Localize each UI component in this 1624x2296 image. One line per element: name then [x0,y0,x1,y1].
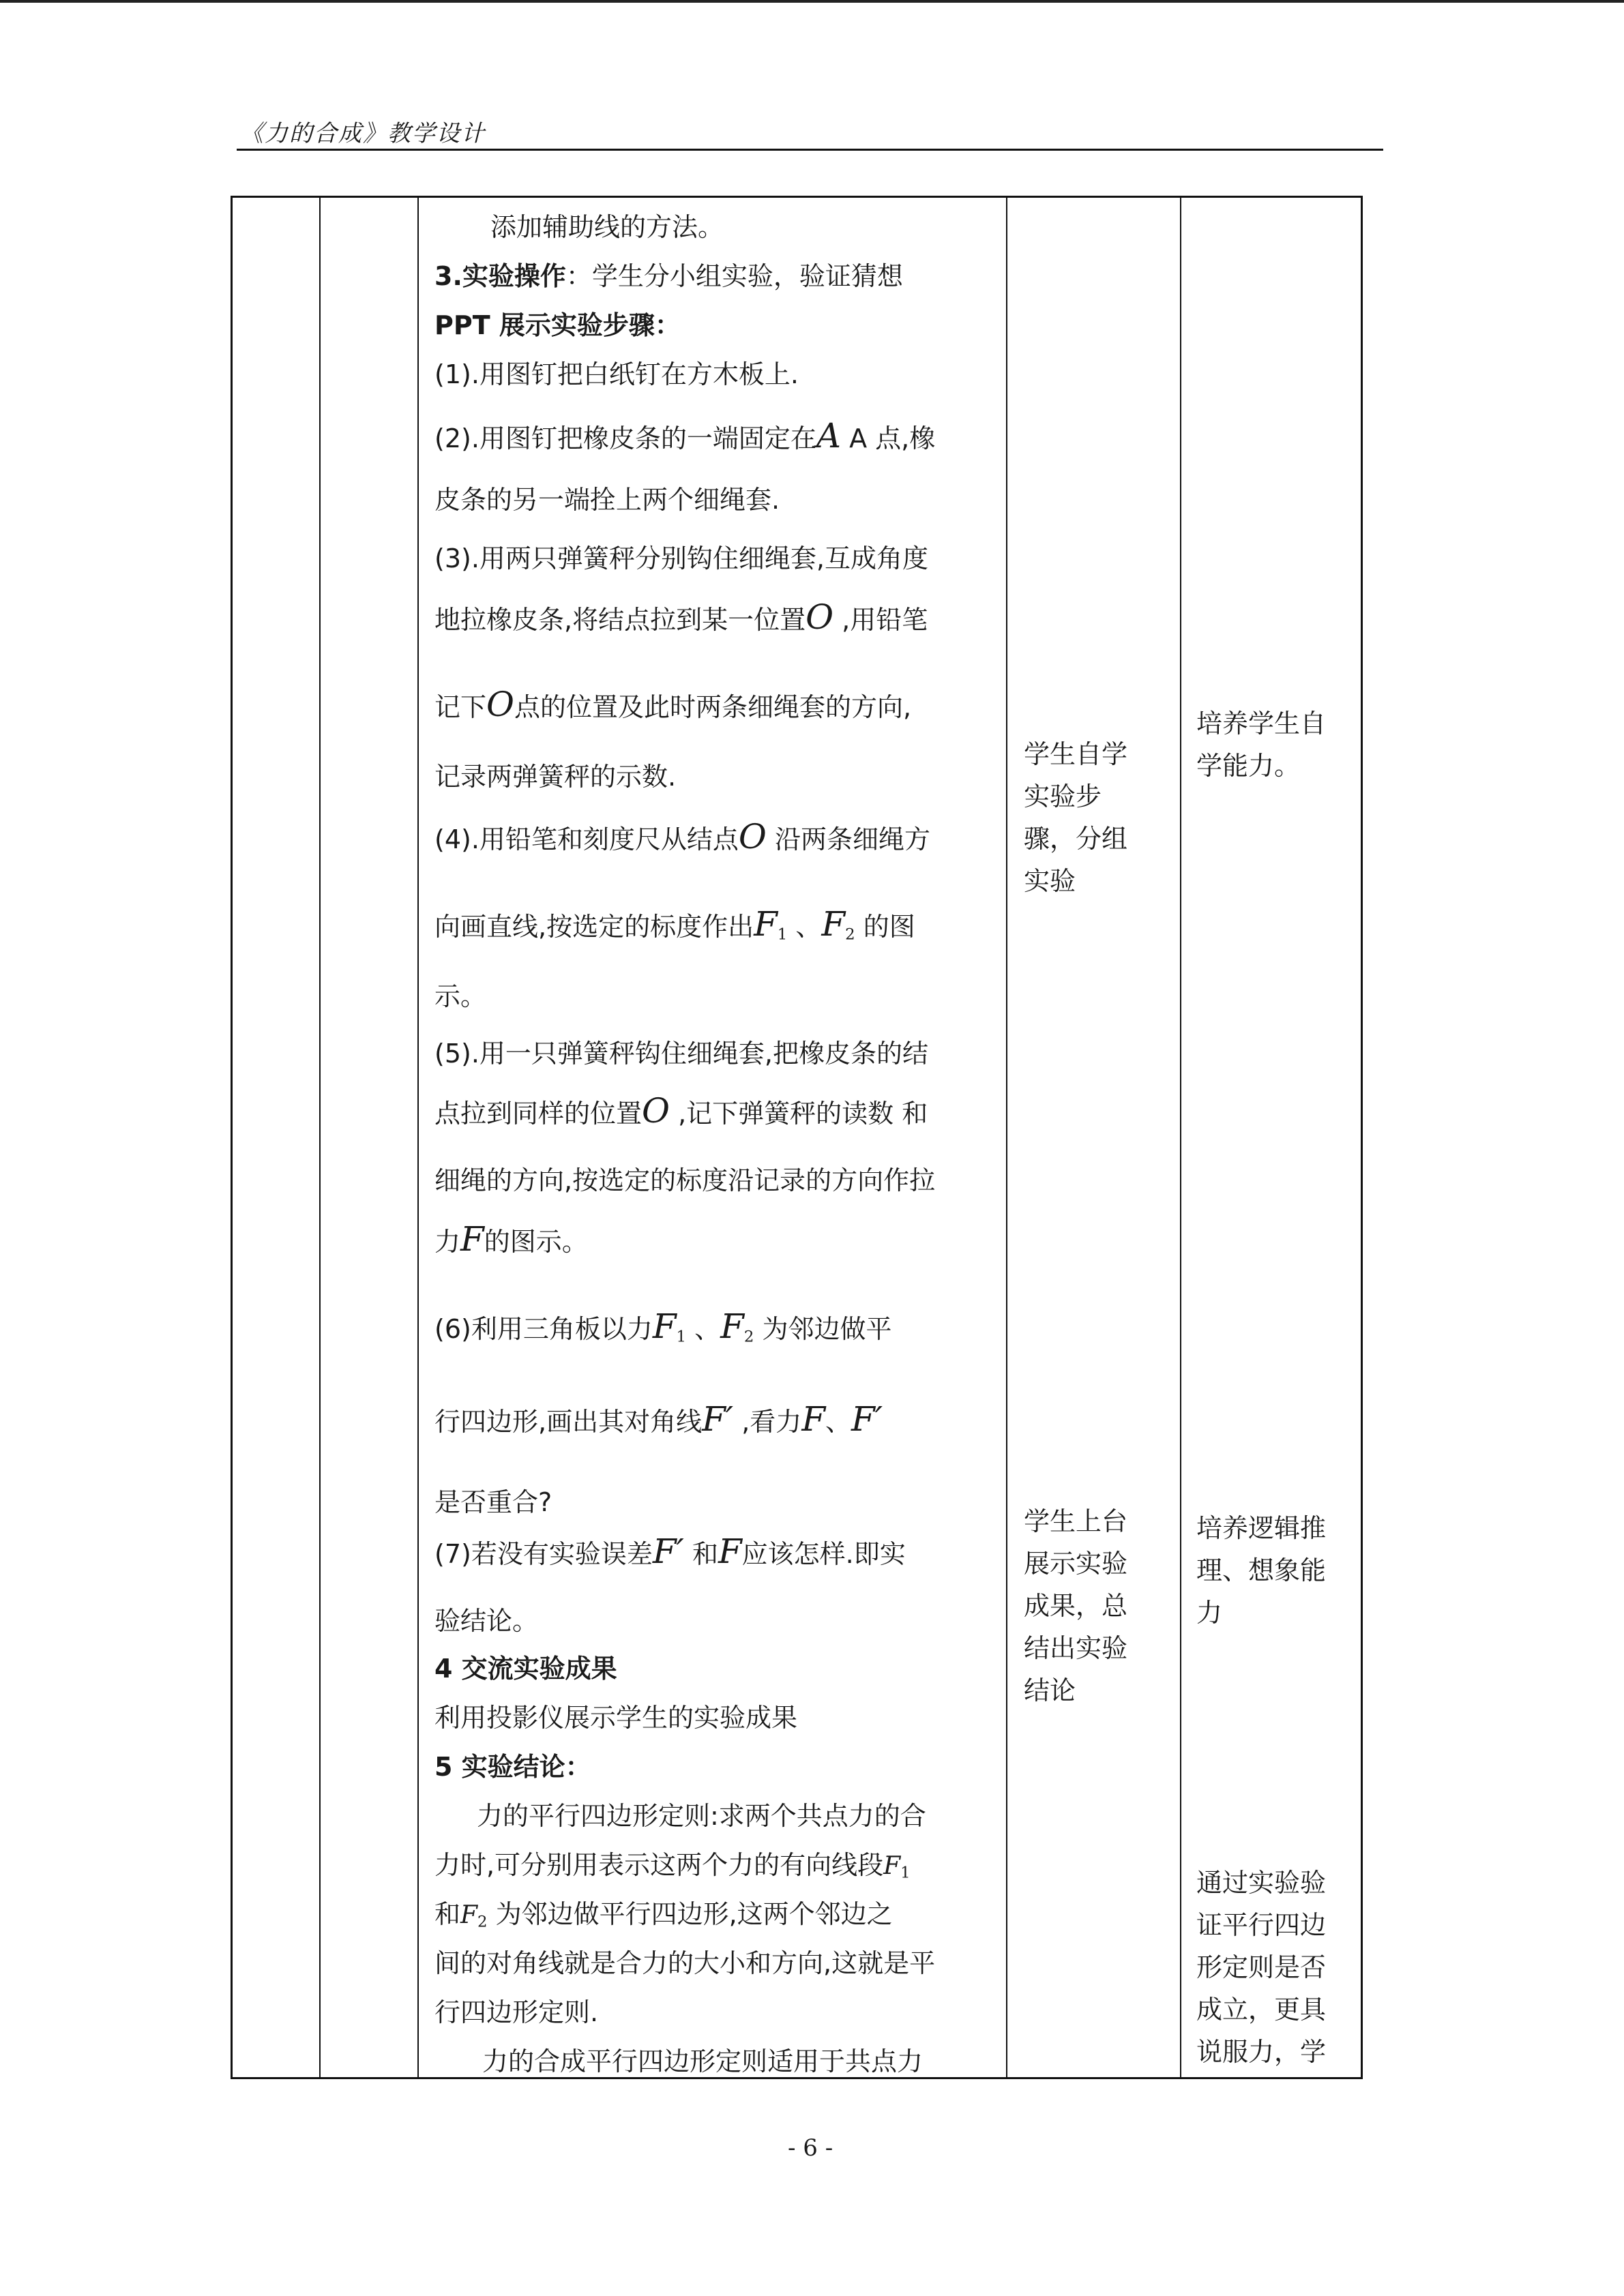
student-activity-1: 学生自学 实验步 骤，分组 实验 [1024,739,1128,896]
content-line: 间的对角线就是合力的大小和方向,这就是平 [434,1948,936,1978]
content-line: (6)利用三角板以力$F_1$ 、$F_2$ 为邻边做平 [434,1307,892,1346]
content-line: 点拉到同样的位置O ,记下弹簧秤的读数 和 [434,1091,928,1131]
content-line: 是否重合? [434,1487,552,1517]
content-line: 5 实验结论： [434,1752,591,1782]
content-line: 向画直线,按选定的标度作出$F_1$ 、$F_2$ 的图 [434,904,915,944]
content-line: 行四边形,画出其对角线F′ ,看力F、F′ [434,1399,883,1439]
table-divider-3 [1006,198,1007,2077]
content-line: (7)若没有实验误差F′ 和F应该怎样.即实 [434,1532,906,1571]
content-line: 验结论。 [434,1606,539,1636]
design-intent-1: 培养学生自 学能力。 [1196,709,1327,781]
content-line: 添加辅助线的方法。 [490,212,724,242]
content-line: 利用投影仪展示学生的实验成果 [434,1703,798,1733]
design-intent-2: 培养逻辑推 理、想象能 力 [1196,1513,1327,1628]
content-line: (1).用图钉把白纸钉在方木板上. [434,359,799,389]
content-line: (2).用图钉把橡皮条的一端固定在A A 点,橡 [434,416,936,456]
content-line: 示。 [434,981,487,1011]
content-line: 力的合成平行四边形定则适用于共点力 [482,2046,924,2076]
content-line: 地拉橡皮条,将结点拉到某一位置O ,用铅笔 [434,597,928,637]
content-line: 记下O点的位置及此时两条细绳套的方向, [434,685,912,724]
content-line: 皮条的另一端拴上两个细绳套. [434,485,780,515]
content-line: 和$F_2$ 为邻边做平行四边形,这两个邻边之 [434,1899,893,1931]
design-intent-3: 通过实验验 证平行四边 形定则是否 成立，更具 说服力，学 [1196,1868,1327,2067]
content-line: 力的平行四边形定则:求两个共点力的合 [477,1801,926,1831]
content-line: 3.实验操作：学生分小组实验，验证猜想 [434,261,903,291]
student-activity-2: 学生上台 展示实验 成果，总 结出实验 结论 [1024,1506,1128,1705]
content-line: (4).用铅笔和刻度尺从结点O 沿两条细绳方 [434,817,931,856]
table-divider-2 [417,198,419,2077]
page-number: - 6 - [788,2134,833,2162]
content-line: PPT 展示实验步骤： [434,310,681,340]
table-divider-4 [1180,198,1181,2077]
content-line: (5).用一只弹簧秤钩住细绳套,把橡皮条的结 [434,1039,928,1069]
page-top-border [0,0,1624,3]
table-divider-1 [319,198,321,2077]
content-line: 行四边形定则. [434,1997,599,2027]
content-line: 细绳的方向,按选定的标度沿记录的方向作拉 [434,1165,936,1195]
content-line: 记录两弹簧秤的示数. [434,762,677,792]
content-line: 力时,可分别用表示这两个力的有向线段$F_1$ [434,1850,911,1882]
page-header-title: 《力的合成》教学设计 [240,120,486,147]
content-line: (3).用两只弹簧秤分别钩住细绳套,互成角度 [434,543,928,573]
lesson-table [231,196,1363,2079]
content-line: 力F的图示。 [434,1219,588,1259]
content-line: 4 交流实验成果 [434,1654,617,1684]
header-rule [237,149,1383,151]
